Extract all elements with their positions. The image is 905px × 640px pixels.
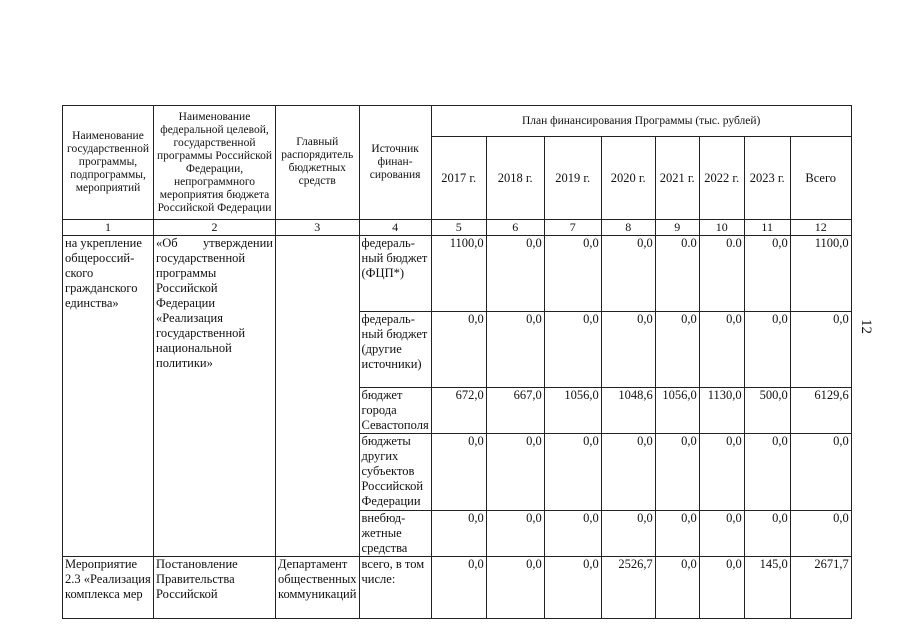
federal-program-cell: Постановление Правительства Российской bbox=[154, 557, 276, 619]
value-cell: 0,0 bbox=[655, 312, 699, 388]
col-number: 5 bbox=[431, 220, 486, 236]
value-cell: 500,0 bbox=[744, 388, 790, 434]
value-cell: 0,0 bbox=[601, 434, 655, 511]
source-cell: федераль-ный бюджет (другие источники) bbox=[359, 312, 431, 388]
value-cell: 0,0 bbox=[655, 434, 699, 511]
distributor-cell bbox=[276, 236, 360, 557]
value-cell: 0,0 bbox=[601, 236, 655, 312]
value-cell: 0,0 bbox=[790, 434, 851, 511]
value-cell: 0,0 bbox=[601, 312, 655, 388]
header-program-name: Наименование государственной программы, подпрограммы, мероприятий bbox=[63, 106, 154, 220]
header-row bbox=[63, 106, 852, 137]
value-cell: 1056,0 bbox=[655, 388, 699, 434]
value-cell: 1130,0 bbox=[699, 388, 744, 434]
source-cell: внебюд-жетные средства bbox=[359, 511, 431, 557]
value-cell: 0,0 bbox=[486, 236, 544, 312]
value-cell: 2526,7 bbox=[601, 557, 655, 619]
page-number: 12 bbox=[858, 319, 874, 334]
value-cell: 1056,0 bbox=[544, 388, 601, 434]
col-number: 12 bbox=[790, 220, 851, 236]
value-cell: 145,0 bbox=[744, 557, 790, 619]
value-cell: 0,0 bbox=[744, 236, 790, 312]
year-2021: 2021 г. bbox=[655, 137, 699, 220]
program-name-cell: Мероприятие 2.3 «Реализация комплекса мер bbox=[63, 557, 154, 619]
federal-program-cell: «Об утверждении государственной программы Российской Федерации «Реализация государственной национальной политики» bbox=[154, 236, 276, 557]
value-cell: 0.0 bbox=[655, 236, 699, 312]
value-cell: 0,0 bbox=[655, 511, 699, 557]
value-cell: 1048,6 bbox=[601, 388, 655, 434]
value-cell: 0.0 bbox=[699, 236, 744, 312]
value-cell: 0,0 bbox=[544, 557, 601, 619]
value-cell: 0,0 bbox=[431, 557, 486, 619]
col-number: 2 bbox=[154, 220, 276, 236]
value-cell: 1100,0 bbox=[790, 236, 851, 312]
col-number: 10 bbox=[699, 220, 744, 236]
table-row bbox=[63, 236, 852, 312]
value-cell: 0,0 bbox=[699, 557, 744, 619]
value-cell: 0,0 bbox=[431, 312, 486, 388]
value-cell: 0,0 bbox=[601, 511, 655, 557]
value-cell: 0,0 bbox=[486, 511, 544, 557]
value-cell: 0,0 bbox=[699, 434, 744, 511]
value-cell: 0,0 bbox=[544, 434, 601, 511]
source-cell: федераль-ный бюджет (ФЦП*) bbox=[359, 236, 431, 312]
col-number: 11 bbox=[744, 220, 790, 236]
source-cell: бюджеты других субъектов Российской Федерации bbox=[359, 434, 431, 511]
value-cell: 0,0 bbox=[655, 557, 699, 619]
year-2020: 2020 г. bbox=[601, 137, 655, 220]
value-cell: 0,0 bbox=[699, 511, 744, 557]
year-2022: 2022 г. bbox=[699, 137, 744, 220]
header-source: Источник финан-сирования bbox=[359, 106, 431, 220]
program-name-cell: на укрепление общероссий-ского гражданского единства» bbox=[63, 236, 154, 557]
source-cell: бюджет города Севастополя bbox=[359, 388, 431, 434]
value-cell: 0,0 bbox=[486, 434, 544, 511]
value-cell: 0,0 bbox=[790, 312, 851, 388]
value-cell: 0,0 bbox=[744, 434, 790, 511]
value-cell: 6129,6 bbox=[790, 388, 851, 434]
value-cell: 1100,0 bbox=[431, 236, 486, 312]
financing-table bbox=[62, 105, 852, 619]
value-cell: 0,0 bbox=[431, 511, 486, 557]
source-cell: всего, в том числе: bbox=[359, 557, 431, 619]
header-distributor: Главный распорядитель бюджетных средств bbox=[276, 106, 360, 220]
value-cell: 2671,7 bbox=[790, 557, 851, 619]
value-cell: 0,0 bbox=[486, 557, 544, 619]
value-cell: 0,0 bbox=[790, 511, 851, 557]
header-plan: План финансирования Программы (тыс. рублей) bbox=[431, 106, 851, 137]
col-number: 4 bbox=[359, 220, 431, 236]
col-number: 6 bbox=[486, 220, 544, 236]
value-cell: 672,0 bbox=[431, 388, 486, 434]
value-cell: 0,0 bbox=[744, 511, 790, 557]
col-number: 7 bbox=[544, 220, 601, 236]
header-federal-program: Наименование федеральной целевой, государственной программы Российской Федерации, непрограммного мероприятия бюджета Российской Федерации bbox=[154, 106, 276, 220]
col-number: 9 bbox=[655, 220, 699, 236]
column-number-row bbox=[63, 220, 852, 236]
col-number: 3 bbox=[276, 220, 360, 236]
value-cell: 0,0 bbox=[544, 236, 601, 312]
value-cell: 0,0 bbox=[699, 312, 744, 388]
value-cell: 0,0 bbox=[544, 312, 601, 388]
value-cell: 0,0 bbox=[486, 312, 544, 388]
value-cell: 0,0 bbox=[431, 434, 486, 511]
year-2017: 2017 г. bbox=[431, 137, 486, 220]
value-cell: 667,0 bbox=[486, 388, 544, 434]
year-2023: 2023 г. bbox=[744, 137, 790, 220]
year-2019: 2019 г. bbox=[544, 137, 601, 220]
year-2018: 2018 г. bbox=[486, 137, 544, 220]
distributor-cell: Департамент общественных коммуникаций bbox=[276, 557, 360, 619]
table-row bbox=[63, 557, 852, 619]
col-number: 1 bbox=[63, 220, 154, 236]
value-cell: 0,0 bbox=[744, 312, 790, 388]
value-cell: 0,0 bbox=[544, 511, 601, 557]
year-total: Всего bbox=[790, 137, 851, 220]
col-number: 8 bbox=[601, 220, 655, 236]
